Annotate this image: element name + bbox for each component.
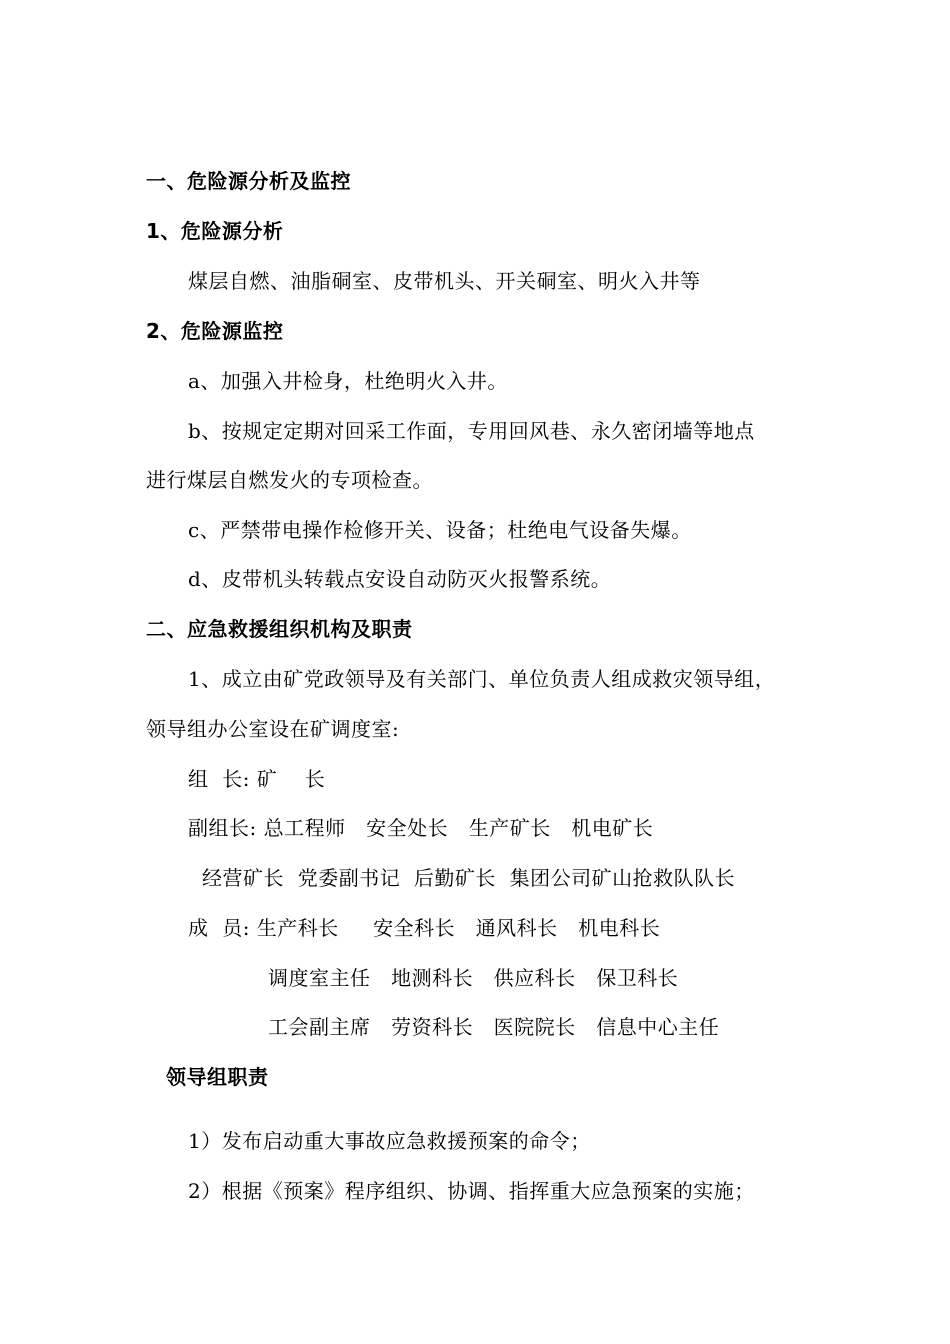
section-heading-rescue-org: 二、应急救援组织机构及职责 bbox=[146, 617, 413, 641]
section-heading-hazard: 一、危险源分析及监控 bbox=[146, 169, 351, 193]
member-row1: 成 员: 生产科长 安全科长 通风科长 机电科长 bbox=[188, 916, 661, 940]
paragraph-hazard-list: 煤层自燃、油脂硐室、皮带机头、开关硐室、明火入井等 bbox=[188, 269, 701, 293]
duties-heading: 领导组职责 bbox=[166, 1065, 269, 1089]
org-paragraph-line1: 1、成立由矿党政领导及有关部门、单位负责人组成救灾领导组， bbox=[188, 667, 776, 691]
monitor-item-c: c、严禁带电操作检修开关、设备；杜绝电气设备失爆。 bbox=[188, 518, 692, 542]
deputy-leader-row2: 经营矿长 党委副书记 后勤矿长 集团公司矿山抢救队队长 bbox=[202, 866, 736, 890]
org-paragraph-line2: 领导组办公室设在矿调度室: bbox=[146, 717, 400, 741]
monitor-item-a: a、加强入井检身，杜绝明火入井。 bbox=[188, 369, 508, 393]
subheading-hazard-monitoring: 2、危险源监控 bbox=[146, 319, 284, 343]
monitor-item-d: d、皮带机头转载点安设自动防灭火报警系统。 bbox=[188, 567, 612, 591]
monitor-item-b-line1: b、按规定定期对回采工作面，专用回风巷、永久密闭墙等地点 bbox=[188, 419, 755, 443]
duty-item-2: 2）根据《预案》程序组织、协调、指挥重大应急预案的实施； bbox=[188, 1179, 755, 1203]
subheading-hazard-analysis: 1、危险源分析 bbox=[146, 219, 284, 243]
member-row3: 工会副主席 劳资科长 医院院长 信息中心主任 bbox=[268, 1015, 720, 1039]
monitor-item-b-line2: 进行煤层自燃发火的专项检查。 bbox=[146, 468, 433, 492]
leader-row: 组 长: 矿 长 bbox=[188, 767, 326, 791]
duty-item-1: 1）发布启动重大事故应急救援预案的命令； bbox=[188, 1129, 591, 1153]
deputy-leader-row1: 副组长: 总工程师 安全处长 生产矿长 机电矿长 bbox=[188, 816, 654, 840]
member-row2: 调度室主任 地测科长 供应科长 保卫科长 bbox=[268, 966, 679, 990]
